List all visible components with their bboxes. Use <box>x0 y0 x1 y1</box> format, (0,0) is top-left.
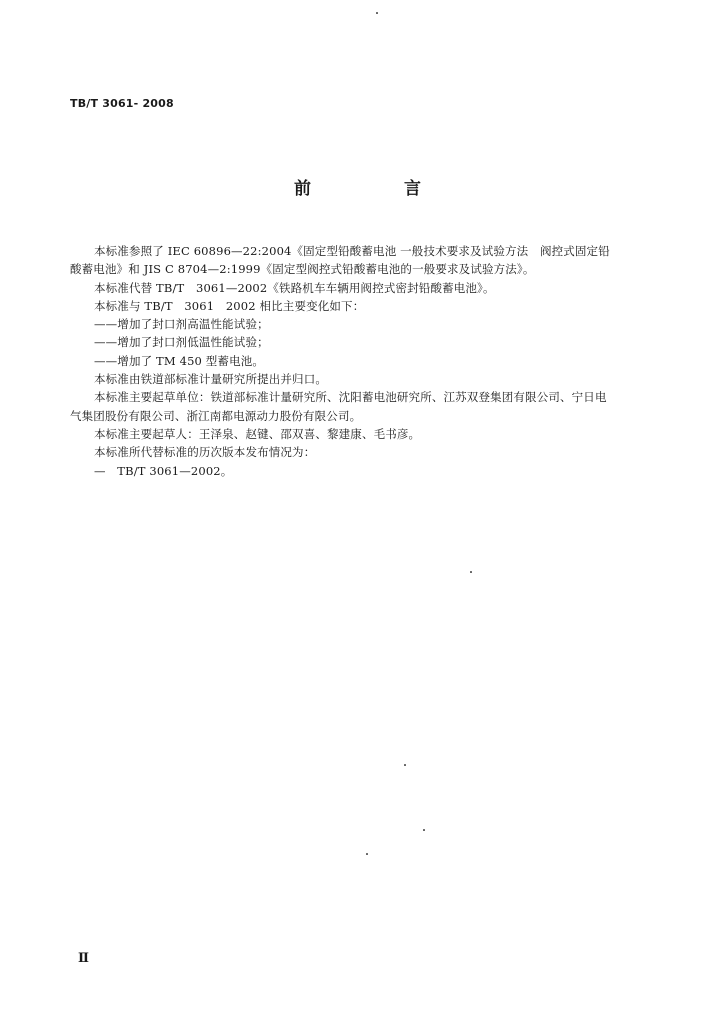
paragraph-history-intro: 本标准所代替标准的历次版本发布情况为： <box>94 445 316 460</box>
paragraph-reference-line-1: 本标准参照了 IEC 60896—22:2004《固定型铅酸蓄电池 一般技术要求及试验方法 阀控式固定铅 <box>94 244 610 258</box>
scan-speck <box>423 829 425 831</box>
paragraph-proposed-by: 本标准由铁道部标准计量研究所提出并归口。 <box>94 372 327 387</box>
page-title: 前 言 <box>294 179 459 199</box>
paragraph-drafters: 本标准主要起草人：王泽泉、赵键、邵双喜、黎建康、毛书彦。 <box>94 426 421 441</box>
scan-speck <box>376 12 378 14</box>
list-item-history-1: — TB/T 3061—2002。 <box>94 463 233 478</box>
scan-speck <box>470 571 472 573</box>
scan-speck <box>404 764 406 766</box>
paragraph-reference-line-2: 酸蓄电池》和 JIS C 8704—2:1999《固定型阀控式铅酸蓄电池的一般要求及试验方法》。 <box>70 262 535 277</box>
page-number: Ⅱ <box>78 951 89 966</box>
paragraph-changes-intro: 本标准与 TB/T 3061 2002 相比主要变化如下： <box>94 298 365 313</box>
list-item-change-1: ——增加了封口剂高温性能试验； <box>94 317 269 332</box>
paragraph-replaces: 本标准代替 TB/T 3061—2002《铁路机车车辆用阀控式密封铅酸蓄电池》。 <box>94 280 495 295</box>
paragraph-drafting-units-line-1: 本标准主要起草单位：铁道部标准计量研究所、沈阳蓄电池研究所、江苏双登集团有限公司、宁日电 <box>94 390 607 405</box>
list-item-change-3: ——增加了 TM 450 型蓄电池。 <box>94 353 265 368</box>
list-item-change-2: ——增加了封口剂低温性能试验； <box>94 335 269 350</box>
paragraph-drafting-units-line-2: 气集团股份有限公司、浙江南都电源动力股份有限公司。 <box>70 408 362 423</box>
standard-code: TB/T 3061- 2008 <box>70 97 174 110</box>
preface-body <box>70 242 660 480</box>
scan-speck <box>366 853 368 855</box>
